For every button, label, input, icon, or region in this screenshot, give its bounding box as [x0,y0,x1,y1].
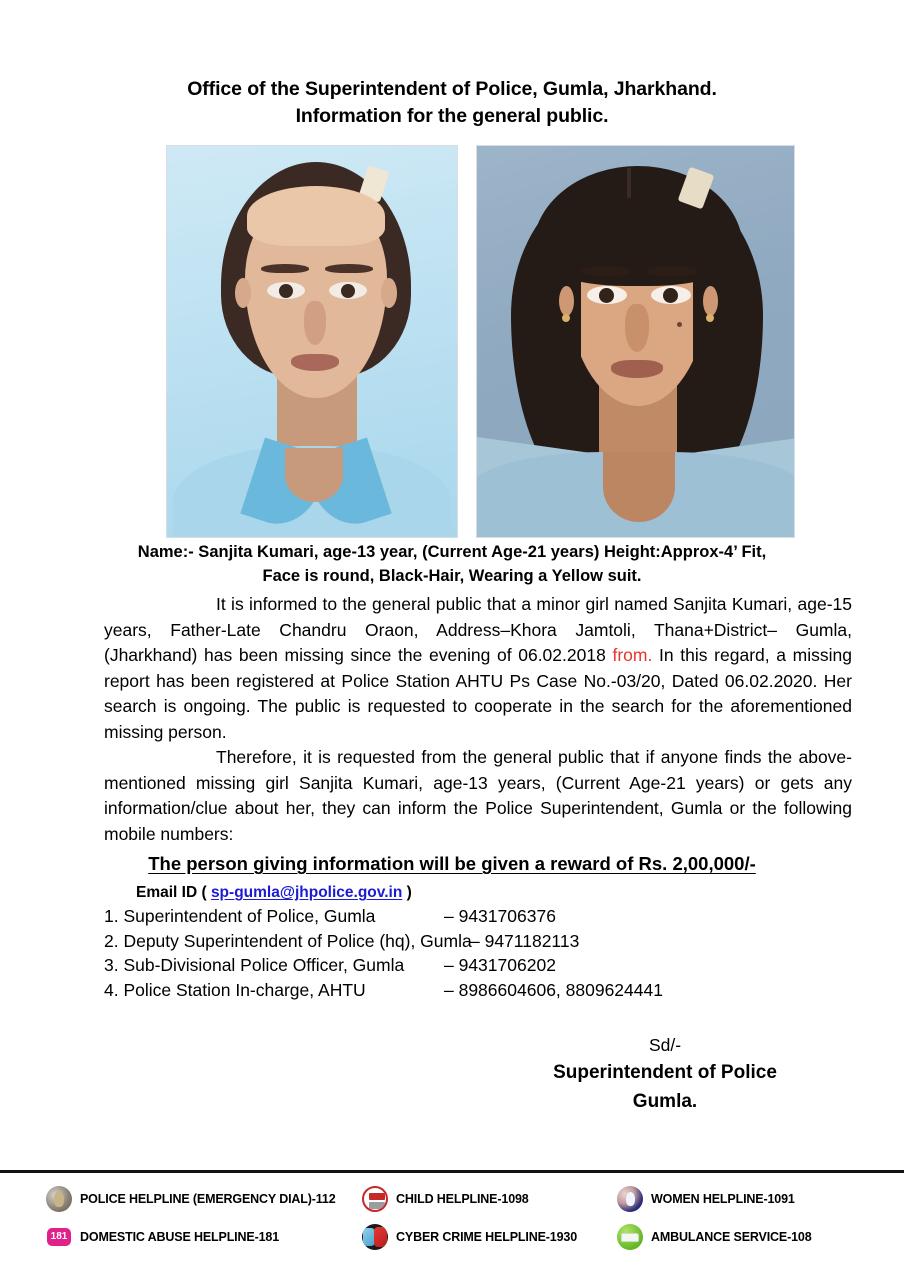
domestic-abuse-helpline-icon [46,1224,72,1250]
helpline-label: CHILD HELPLINE-1098 [396,1192,529,1206]
photograph-pair [166,145,795,538]
left-hair-strand-shape [529,206,581,456]
mouth-shape [611,360,663,378]
helpline-police[interactable] [46,1186,362,1212]
neckline-shape [603,452,675,522]
contact-number: – 9431706202 [444,955,556,975]
notice-paragraph-1 [104,592,852,745]
helpline-row [46,1180,858,1218]
helpline-ambulance[interactable] [617,1224,857,1250]
helpline-cyber-crime[interactable] [362,1224,617,1250]
right-earring-shape [706,314,714,322]
email-line [136,884,412,902]
right-ear-shape [703,286,718,316]
forehead-highlight-shape [247,186,385,246]
reward-statement: The person giving information will be given a reward of Rs. 2,00,000/- [148,853,756,874]
left-ear-shape [559,286,574,316]
hair-parting-shape [627,168,631,198]
contact-number: – 9471182113 [470,930,580,951]
helpline-footer [0,1180,904,1256]
footer-divider [0,1170,904,1173]
helpline-domestic-abuse[interactable] [46,1224,362,1250]
police-helpline-icon [46,1186,72,1212]
email-suffix: ) [402,884,412,901]
contact-row [104,929,804,954]
nose-shape [304,301,326,345]
left-eyebrow-shape [261,264,309,273]
email-link[interactable]: sp-gumla@jhpolice.gov.in [210,884,403,901]
helpline-label: DOMESTIC ABUSE HELPLINE-181 [80,1230,279,1244]
contact-role: 2. Deputy Superintendent of Police (hq), Gumla [104,930,472,951]
cyber-crime-helpline-icon [362,1224,388,1250]
left-pupil-shape [599,288,614,303]
paragraph-1-highlight: from. [612,645,653,665]
notice-body [104,592,852,847]
helpline-label: POLICE HELPLINE (EMERGENCY DIAL)-112 [80,1192,336,1206]
helpline-row [46,1218,858,1256]
right-eyebrow-shape [325,264,373,273]
right-pupil-shape [663,288,678,303]
helpline-label: AMBULANCE SERVICE-108 [651,1230,812,1244]
contact-role: 3. Sub-Divisional Police Officer, Gumla [104,955,405,975]
contact-row [104,904,804,929]
signature-sd: Sd/- [648,1035,682,1055]
description-line-1: Name:- Sanjita Kumari, age-13 year, (Current Age-21 years) Height:Approx-4’ Fit, [137,543,767,561]
signature-place: Gumla. [632,1091,698,1112]
contact-role: 1. Superintendent of Police, Gumla [104,906,376,926]
right-pupil-shape [341,284,355,298]
left-earring-shape [562,314,570,322]
left-eyebrow-shape [581,266,631,276]
child-helpline-icon [362,1186,388,1212]
office-title-line-1: Office of the Superintendent of Police, Gumla, Jharkhand. [187,78,717,100]
contact-number: – 9431706376 [444,906,556,926]
nose-shape [625,304,649,352]
recent-photograph-of-missing-girl [476,145,795,538]
women-helpline-icon [617,1186,643,1212]
signature-designation: Superintendent of Police [553,1062,777,1083]
right-eyebrow-shape [647,266,697,276]
contact-list [104,904,804,1002]
paragraph-1-part-a: It is informed to the general public that a minor girl named Sanjita Kumari, age-15 years, Father-Late Chandru Oraon, Address–Khora Jamtoli, Thana+District– Gumla, (Jharkhand) has been missing since the evening of 06.02.2018 [104,594,852,665]
ambulance-service-icon [617,1224,643,1250]
notice-paragraph-2: Therefore, it is requested from the general public that if anyone finds the above-mentioned missing girl Sanjita Kumari, age-13 years, (Current Age-21 years) or gets any information/clue about her, they can inform the Police Superintendent, Gumla or the following mobile numbers: [104,747,852,844]
contact-role: 4. Police Station In-charge, AHTU [104,979,366,1000]
helpline-child[interactable] [362,1186,617,1212]
helpline-label: WOMEN HELPLINE-1091 [651,1192,795,1206]
helpline-women[interactable] [617,1186,857,1212]
right-ear-shape [381,278,397,308]
cheek-mole-shape [677,322,682,327]
neckline-shape [285,448,343,502]
document-header [0,76,904,130]
left-ear-shape [235,278,251,308]
mouth-shape [291,354,339,371]
left-pupil-shape [279,284,293,298]
contact-row [104,978,804,1003]
old-photograph-of-missing-girl [166,145,458,538]
paragraph-1-part-b: In this regard, a missing report has been registered at Police Station AHTU Ps Case No.-03/20, Dated 06.02.2020. Her search is ongoing. The public is requested to cooperate in the search for the aforementioned missing person. [104,645,853,742]
missing-person-description [60,540,844,588]
contact-number: – 8986604606, 8809624441 [444,979,663,1000]
description-line-2: Face is round, Black-Hair, Wearing a Yellow suit. [262,567,642,585]
email-label: Email ID ( [136,884,211,901]
office-title-line-2: Information for the general public. [295,105,609,127]
contact-row [104,953,804,978]
helpline-label: CYBER CRIME HELPLINE-1930 [396,1230,578,1244]
signature-block [470,1032,860,1116]
